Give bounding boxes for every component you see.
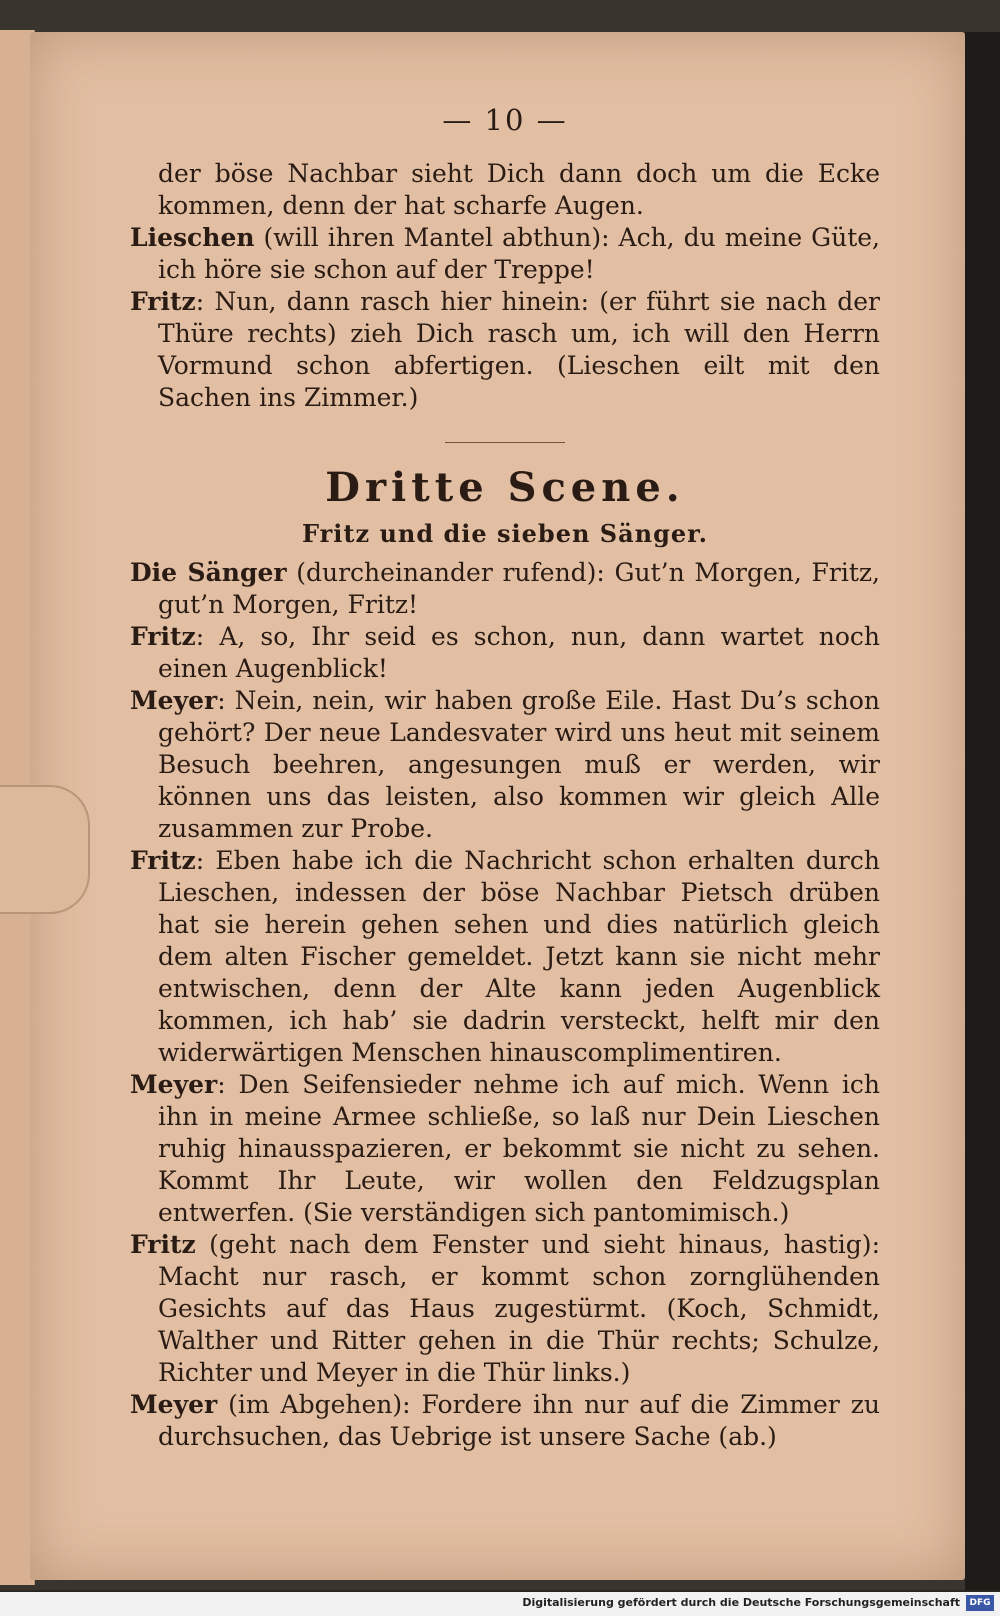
speaker-name: Lieschen [130,223,255,252]
funding-credit: Digitalisierung gefördert durch die Deutsche Forschungsgemeinschaft [522,1596,960,1609]
opening-text: der böse Nachbar sieht Dich dann doch um die Ecke kommen, denn der hat scharfe Augen. [158,159,880,220]
line-text: (geht nach dem Fenster und sieht hinaus, hastig): Macht nur rasch, er kommt schon zornglühenden Gesichts auf das Haus zugestürmt. (Koch, Schmidt, Walther und Ritter gehen in die Thür rechts; Schulze, Richter und Meyer in die Thür links.) [158,1230,880,1387]
speaker-name: Meyer [130,686,218,715]
dialogue-line [130,1069,880,1229]
line-text: (im Abgehen): Fordere ihn nur auf die Zimmer zu durchsuchen, das Uebrige ist unsere Sache (ab.) [158,1390,880,1451]
dialogue-line [130,222,880,286]
dialogue-line [130,1229,880,1389]
line-text: : A, so, Ihr seid es schon, nun, dann wartet noch einen Augenblick! [158,622,880,683]
speaker-name: Fritz [130,287,196,316]
speaker-name: Fritz [130,622,196,651]
dialogue-after [130,557,880,1453]
speaker-name: Fritz [130,846,196,875]
scene-title: Dritte Scene. [325,464,685,511]
dialogue-line [130,557,880,621]
dialogue-before [130,222,880,414]
line-text: : Nun, dann rasch hier hinein: (er führt sie nach der Thüre rechts) zieh Dich rasch um, ich will den Herrn Vormund schon abfertigen. (Lieschen eilt mit den Sachen ins Zimmer.) [158,287,880,412]
speaker-name: Meyer [130,1390,218,1419]
scene-subtitle: Fritz und die sieben Sänger. [302,519,708,548]
section-divider [445,442,565,443]
speaker-name: Fritz [130,1230,196,1259]
dialogue-line [130,1389,880,1453]
dialogue-line [130,685,880,845]
line-text: (will ihren Mantel abthun): Ach, du meine Güte, ich höre sie schon auf der Treppe! [158,223,880,284]
dfg-logo: DFG [966,1595,994,1611]
page-content [130,100,880,1453]
speaker-name: Die Sänger [130,558,287,587]
line-text: (durcheinander rufend): Gut’n Morgen, Fritz, gut’n Morgen, Fritz! [158,558,880,619]
line-text: : Nein, nein, wir haben große Eile. Hast Du’s schon gehört? Der neue Landesvater wird uns heut mit seinem Besuch beehren, angesungen muß er werden, wir können uns das leisten, also kommen wir gleich Alle zusammen zur Probe. [158,686,880,843]
dialogue-line [130,621,880,685]
dialogue-line [130,845,880,1069]
line-text: : Den Seifensieder nehme ich auf mich. Wenn ich ihn in meine Armee schließe, so laß nur Dein Lieschen ruhig hinausspazieren, er bekommt sie nicht zu sehen. Kommt Ihr Leute, wir wollen den Feldzugsplan entwerfen. (Sie verständigen sich pantomimisch.) [158,1070,880,1227]
speaker-name: Meyer [130,1070,218,1099]
page-number: — 10 — [442,103,568,137]
dialogue-line [130,286,880,414]
page-tab-marker [0,785,90,914]
line-text: : Eben habe ich die Nachricht schon erhalten durch Lieschen, indessen der böse Nachbar Pietsch drüben hat sie herein gehen sehen und dies natürlich gleich dem alten Fischer gemeldet. Jetzt kann sie nicht mehr entwischen, denn der Alte kann jeden Augenblick kommen, ich hab’ sie dadrin versteckt, helft mir den widerwärtigen Menschen hinauscomplimentiren. [158,846,880,1067]
footer-bar [0,1592,1000,1616]
book-right-edge [965,32,1000,1590]
